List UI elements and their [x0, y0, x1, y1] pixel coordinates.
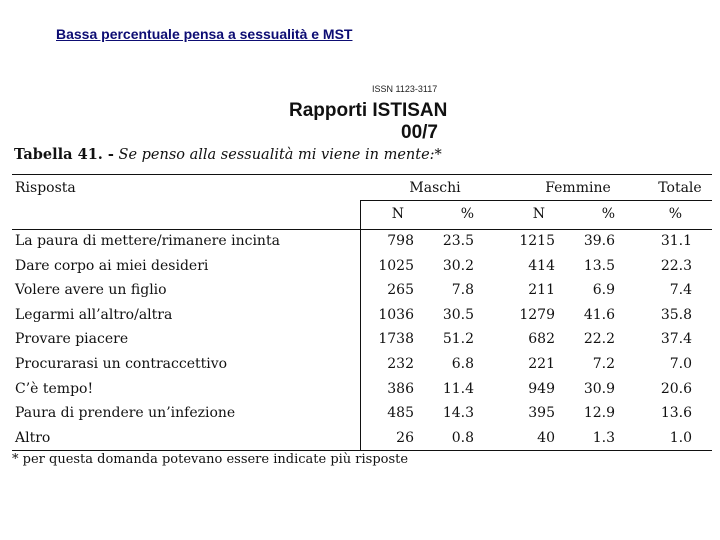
slide-title: Bassa percentuale pensa a sessualità e MST: [56, 26, 353, 42]
row-maschi-pct-value: 11.4: [442, 381, 474, 397]
row-maschi-n-value: 386: [387, 381, 414, 397]
row-maschi-n-value: 485: [387, 405, 414, 421]
row-femmine-n-value: 414: [528, 258, 555, 274]
header-femmine: Femmine: [545, 180, 611, 196]
row-maschi-pct-value: 14.3: [442, 405, 474, 421]
row-maschi-pct-value: 7.8: [451, 282, 474, 298]
row-femmine-n-value: 682: [528, 331, 555, 347]
row-label: Altro: [15, 430, 51, 446]
row-maschi-pct-value: 30.2: [442, 258, 474, 274]
row-label: Legarmi all’altro/altra: [15, 307, 173, 323]
subheader-femmine-pct: %: [601, 206, 615, 222]
row-femmine-n-value: 221: [528, 356, 555, 372]
table-header-underline: [360, 200, 712, 201]
table-caption-label: Tabella 41. -: [14, 146, 114, 163]
row-femmine-n-value: 949: [528, 381, 555, 397]
row-maschi-n-value: 798: [387, 233, 414, 249]
subheader-totale-pct: %: [668, 206, 682, 222]
row-femmine-pct-value: 6.9: [592, 282, 615, 298]
row-label: La paura di mettere/rimanere incinta: [15, 233, 280, 249]
row-label: Dare corpo ai miei desideri: [15, 258, 209, 274]
row-maschi-n-value: 232: [387, 356, 414, 372]
row-totale-pct-value: 35.8: [660, 307, 692, 323]
row-totale-pct-value: 13.6: [660, 405, 692, 421]
row-femmine-pct-value: 41.6: [583, 307, 615, 323]
table-caption: [14, 146, 442, 163]
row-label: C’è tempo!: [15, 381, 94, 397]
subheader-maschi-n: N: [391, 206, 404, 222]
subheader-maschi-pct: %: [460, 206, 474, 222]
row-label: Procurarasi un contraccettivo: [15, 356, 228, 372]
row-label: Volere avere un figlio: [15, 282, 167, 298]
table-subheader-rule: [12, 229, 712, 230]
row-femmine-n-value: 211: [528, 282, 555, 298]
header-maschi: Maschi: [409, 180, 461, 196]
header-totale: Totale: [658, 180, 702, 196]
header-risposta: Risposta: [15, 180, 76, 196]
row-femmine-pct-value: 30.9: [583, 381, 615, 397]
row-totale-pct-value: 7.0: [669, 356, 692, 372]
row-maschi-pct-value: 23.5: [442, 233, 474, 249]
row-maschi-pct-value: 51.2: [442, 331, 474, 347]
row-femmine-n-value: 395: [528, 405, 555, 421]
row-totale-pct-value: 7.4: [669, 282, 692, 298]
table-footnote: * per questa domanda potevano essere indicate più risposte: [12, 452, 409, 467]
table-bottom-rule: [12, 450, 712, 451]
issn-label: ISSN 1123-3117: [372, 84, 438, 94]
row-femmine-pct-value: 39.6: [583, 233, 615, 249]
report-series: Rapporti ISTISAN: [289, 100, 448, 121]
report-number: 00/7: [401, 122, 438, 143]
row-maschi-pct-value: 6.8: [451, 356, 474, 372]
row-maschi-n-value: 1738: [378, 331, 414, 347]
row-maschi-n-value: 1025: [378, 258, 414, 274]
row-femmine-pct-value: 13.5: [583, 258, 615, 274]
row-femmine-n-value: 40: [537, 430, 555, 446]
row-maschi-n-value: 26: [396, 430, 414, 446]
table-caption-text: Se penso alla sessualità mi viene in mente:*: [118, 147, 442, 163]
subheader-femmine-n: N: [532, 206, 545, 222]
row-femmine-pct-value: 22.2: [583, 331, 615, 347]
row-totale-pct-value: 22.3: [660, 258, 692, 274]
row-femmine-n-value: 1279: [519, 307, 555, 323]
row-maschi-n-value: 1036: [378, 307, 414, 323]
row-femmine-n-value: 1215: [519, 233, 555, 249]
row-label: Paura di prendere un’infezione: [15, 405, 236, 421]
table-top-rule: [12, 174, 712, 175]
row-femmine-pct-value: 1.3: [592, 430, 615, 446]
row-totale-pct-value: 20.6: [660, 381, 692, 397]
row-totale-pct-value: 31.1: [660, 233, 692, 249]
row-maschi-n-value: 265: [387, 282, 414, 298]
row-totale-pct-value: 1.0: [669, 430, 692, 446]
row-label: Provare piacere: [15, 331, 129, 347]
row-totale-pct-value: 37.4: [660, 331, 692, 347]
row-maschi-pct-value: 30.5: [442, 307, 474, 323]
row-femmine-pct-value: 7.2: [592, 356, 615, 372]
row-maschi-pct-value: 0.8: [451, 430, 474, 446]
row-femmine-pct-value: 12.9: [583, 405, 615, 421]
